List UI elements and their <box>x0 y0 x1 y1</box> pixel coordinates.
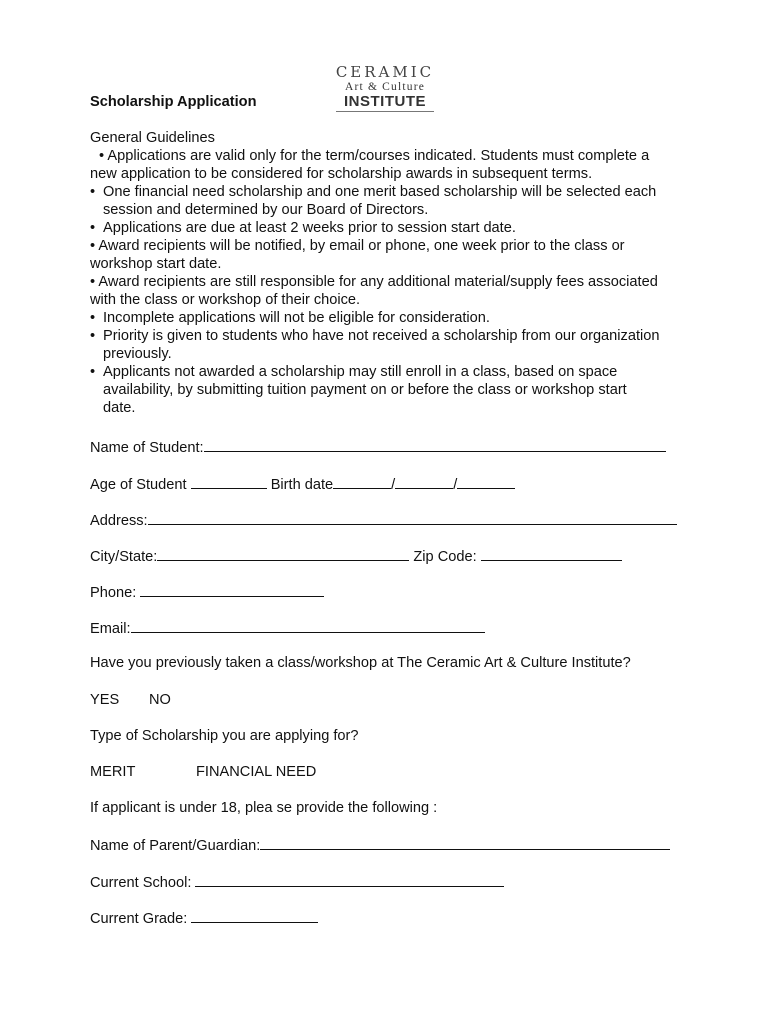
logo-line-ceramic: CERAMIC <box>335 63 435 81</box>
financial-need-option[interactable]: FINANCIAL NEED <box>196 764 317 780</box>
guideline-7-line-2: previously. <box>103 346 172 362</box>
birth-date-label: Birth date <box>270 477 334 493</box>
logo-line-art-culture: Art & Culture <box>344 81 426 93</box>
guideline-2 <box>90 183 690 201</box>
parent-guardian-field[interactable] <box>260 835 670 850</box>
bullet-icon: • <box>90 220 96 236</box>
scholarship-type-question: Type of Scholarship you are applying for? <box>90 728 359 744</box>
current-school-label: Current School: <box>90 875 192 891</box>
zip-code-field[interactable] <box>481 546 622 561</box>
guideline-8-cont-2 <box>90 399 690 417</box>
current-grade-row <box>90 908 318 928</box>
bullet-icon: • <box>90 328 96 344</box>
email-label: Email: <box>90 621 131 637</box>
guideline-1-line-2: new application to be considered for scholarship awards in subsequent terms. <box>90 166 593 182</box>
phone-label: Phone: <box>90 585 137 601</box>
email-row <box>90 618 485 638</box>
general-guidelines <box>90 129 690 417</box>
guideline-2-line-2: session and determined by our Board of Directors. <box>103 202 429 218</box>
previous-class-options <box>90 691 171 709</box>
guideline-1-line-1: • Applications are valid only for the term/courses indicated. Students must complete a <box>99 148 650 164</box>
guideline-2-cont <box>90 201 690 219</box>
guideline-4-line-1: • Award recipients will be notified, by email or phone, one week prior to the class or <box>90 238 625 254</box>
address-field[interactable] <box>148 510 677 525</box>
birth-day-field[interactable] <box>395 474 453 489</box>
guideline-6 <box>90 309 690 327</box>
no-option[interactable]: NO <box>149 692 171 708</box>
guideline-8-line-2: availability, by submitting tuition payment on or before the class or workshop start <box>103 382 627 398</box>
parent-guardian-row <box>90 835 670 855</box>
address-label: Address: <box>90 513 148 529</box>
current-grade-field[interactable] <box>191 908 318 923</box>
zip-code-label: Zip Code: <box>413 549 477 565</box>
guideline-6-line-1: Incomplete applications will not be eligible for consideration. <box>103 310 490 326</box>
bullet-icon: • <box>90 310 96 326</box>
guideline-7-line-1: Priority is given to students who have not received a scholarship from our organization <box>103 328 660 344</box>
previous-class-question: Have you previously taken a class/workshop at The Ceramic Art & Culture Institute? <box>90 655 631 671</box>
phone-field[interactable] <box>140 582 324 597</box>
scholarship-type-options <box>90 763 316 781</box>
birth-month-field[interactable] <box>333 474 391 489</box>
city-state-label: City/State: <box>90 549 158 565</box>
current-school-row <box>90 872 504 892</box>
email-field[interactable] <box>131 618 485 633</box>
guideline-4-line-2: workshop start date. <box>90 256 222 272</box>
guideline-7 <box>90 327 690 345</box>
merit-option[interactable]: MERIT <box>90 764 136 780</box>
guideline-8-line-1: Applicants not awarded a scholarship may still enroll in a class, based on space <box>103 364 618 380</box>
bullet-icon: • <box>90 364 96 380</box>
guideline-3-line-1: Applications are due at least 2 weeks prior to session start date. <box>103 220 516 236</box>
birth-year-field[interactable] <box>457 474 515 489</box>
bullet-icon: • <box>90 184 96 200</box>
phone-row <box>90 582 324 602</box>
guideline-8 <box>90 363 690 381</box>
age-birthdate-row <box>90 474 515 494</box>
logo-line-institute: INSTITUTE <box>344 93 426 110</box>
guideline-5-line-1: • Award recipients are still responsible for any additional material/supply fees associated <box>90 274 658 290</box>
guideline-8-line-3: date. <box>103 400 136 416</box>
guideline-8-cont-1 <box>90 381 690 399</box>
student-age-label: Age of Student <box>90 477 187 493</box>
page-title: Scholarship Application <box>90 94 257 110</box>
student-name-label: Name of Student: <box>90 440 204 456</box>
date-slash: / <box>391 477 396 493</box>
logo-underline <box>336 111 434 112</box>
institute-logo <box>332 64 438 118</box>
under-18-instruction: If applicant is under 18, plea se provide the following : <box>90 800 438 816</box>
guideline-7-cont <box>90 345 690 363</box>
guideline-5-line-2: with the class or workshop of their choice. <box>90 292 361 308</box>
address-row <box>90 510 677 530</box>
student-name-row <box>90 437 666 457</box>
city-zip-row <box>90 546 622 566</box>
guideline-3 <box>90 219 690 237</box>
yes-option[interactable]: YES <box>90 692 120 708</box>
date-slash: / <box>453 477 458 493</box>
parent-guardian-label: Name of Parent/Guardian: <box>90 838 261 854</box>
current-school-field[interactable] <box>195 872 504 887</box>
guideline-2-line-1: One financial need scholarship and one merit based scholarship will be selected each <box>103 184 657 200</box>
student-name-field[interactable] <box>204 437 666 452</box>
guidelines-heading: General Guidelines <box>90 130 215 146</box>
student-age-field[interactable] <box>191 474 267 489</box>
city-state-field[interactable] <box>157 546 409 561</box>
current-grade-label: Current Grade: <box>90 911 188 927</box>
